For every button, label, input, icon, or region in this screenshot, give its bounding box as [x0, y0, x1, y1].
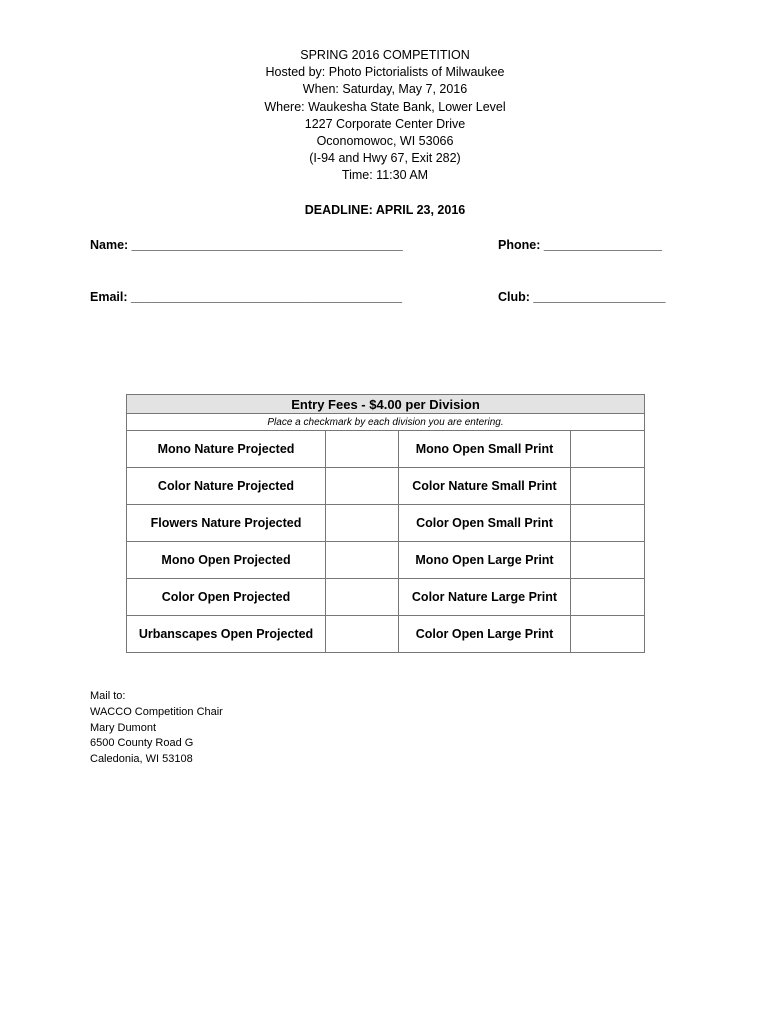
mail-recipient-title: WACCO Competition Chair	[90, 705, 223, 718]
division-label: Color Nature Large Print	[399, 579, 571, 616]
event-header	[0, 47, 770, 185]
club-field[interactable]: Club: ___________________	[498, 290, 666, 304]
event-address-street: 1227 Corporate Center Drive	[304, 116, 466, 131]
mailing-address	[90, 689, 223, 768]
division-checkbox[interactable]	[571, 468, 645, 505]
table-row	[127, 542, 645, 579]
table-row	[127, 431, 645, 468]
division-label: Color Open Large Print	[399, 616, 571, 653]
division-label: Mono Open Projected	[127, 542, 326, 579]
division-label: Color Nature Small Print	[399, 468, 571, 505]
mail-to-label: Mail to:	[90, 690, 126, 702]
division-checkbox[interactable]	[571, 542, 645, 579]
division-label: Color Nature Projected	[127, 468, 326, 505]
table-row	[127, 505, 645, 542]
event-directions: (I-94 and Hwy 67, Exit 282)	[309, 151, 461, 166]
division-checkbox[interactable]	[571, 616, 645, 653]
division-checkbox[interactable]	[571, 505, 645, 542]
mail-city: Caledonia, WI 53108	[90, 753, 193, 766]
fees-instruction: Place a checkmark by each division you are entering.	[127, 414, 645, 431]
division-label: Color Open Projected	[127, 579, 326, 616]
division-checkbox[interactable]	[326, 468, 399, 505]
table-row	[127, 468, 645, 505]
division-checkbox[interactable]	[326, 542, 399, 579]
division-label: Flowers Nature Projected	[127, 505, 326, 542]
division-label: Urbanscapes Open Projected	[127, 616, 326, 653]
name-field[interactable]: Name: _______________________________________	[90, 238, 403, 252]
mail-recipient-name: Mary Dumont	[90, 721, 157, 734]
division-label: Mono Open Small Print	[399, 431, 571, 468]
division-checkbox[interactable]	[571, 431, 645, 468]
table-row	[127, 579, 645, 616]
event-address-city: Oconomowoc, WI 53066	[316, 134, 454, 149]
event-host: Hosted by: Photo Pictorialists of Milwaukee	[265, 65, 505, 80]
email-field[interactable]: Email: _______________________________________	[90, 290, 403, 304]
event-title: SPRING 2016 COMPETITION	[300, 48, 470, 62]
fees-title: Entry Fees - $4.00 per Division	[127, 395, 645, 414]
entry-fees-table	[126, 394, 645, 653]
division-label: Mono Open Large Print	[399, 542, 571, 579]
table-row	[127, 616, 645, 653]
mail-street: 6500 County Road G	[90, 737, 194, 750]
division-checkbox[interactable]	[571, 579, 645, 616]
phone-field[interactable]: Phone: _________________	[498, 238, 663, 252]
division-checkbox[interactable]	[326, 431, 399, 468]
event-date: When: Saturday, May 7, 2016	[302, 82, 468, 97]
event-time: Time: 11:30 AM	[341, 168, 429, 183]
division-checkbox[interactable]	[326, 505, 399, 542]
event-venue: Where: Waukesha State Bank, Lower Level	[264, 99, 506, 114]
division-checkbox[interactable]	[326, 616, 399, 653]
division-label: Color Open Small Print	[399, 505, 571, 542]
division-label: Mono Nature Projected	[127, 431, 326, 468]
deadline: DEADLINE: APRIL 23, 2016	[304, 203, 466, 217]
division-checkbox[interactable]	[326, 579, 399, 616]
